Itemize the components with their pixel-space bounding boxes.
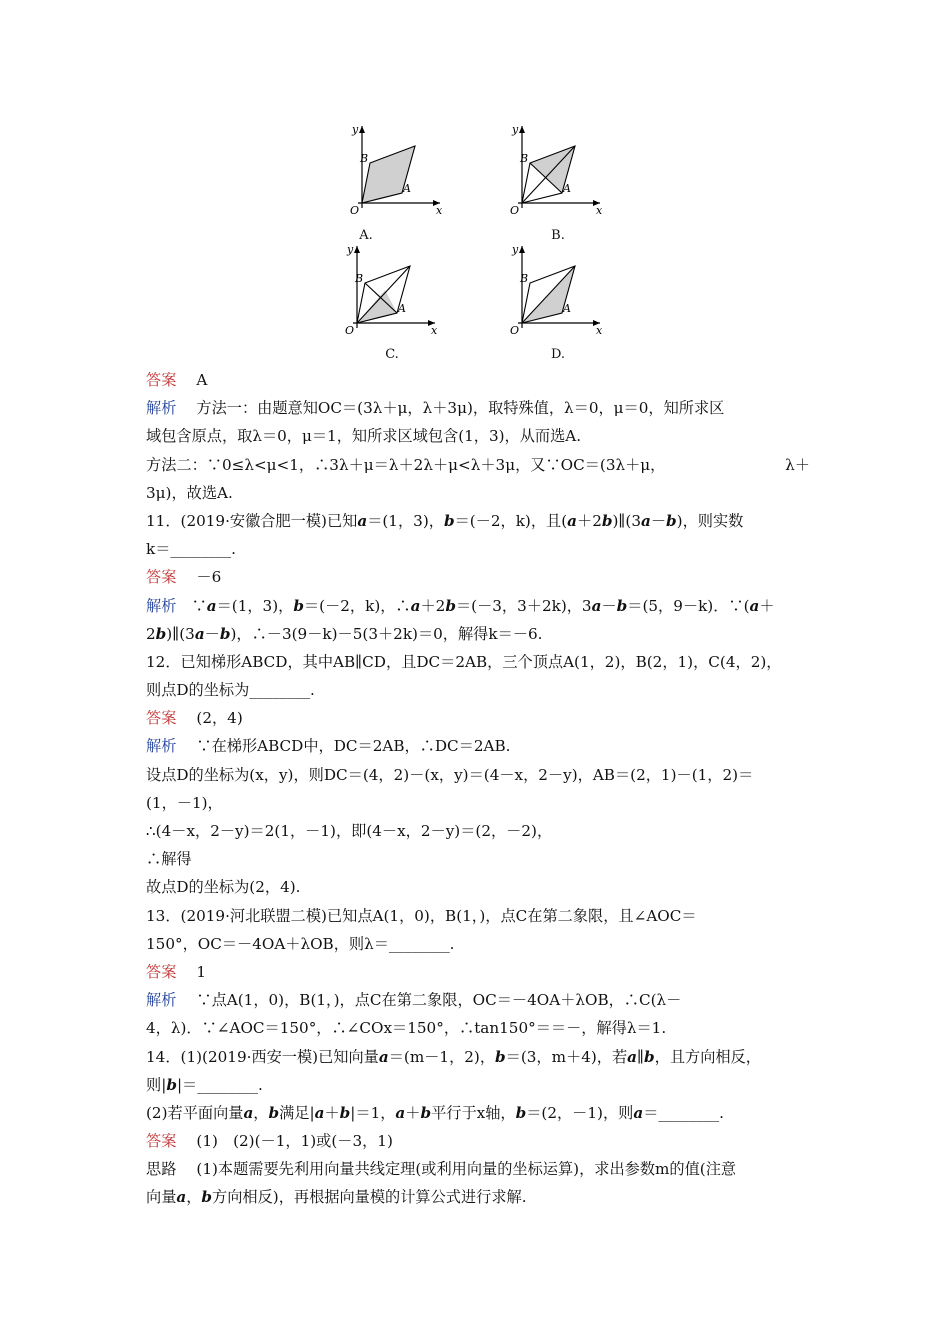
text: |＝1， — [350, 1103, 396, 1122]
vector-b: b — [515, 1103, 527, 1122]
answer-label: 答案 — [146, 962, 177, 981]
text: k＝________. — [146, 540, 236, 559]
vector-b: b — [166, 1075, 177, 1094]
q11-answer-line — [146, 563, 810, 591]
text: 设点D的坐标为(x，y)，则DC＝(4，2)－(x，y)＝(4－x，2－y)，AB＝(2，1)－(1，2)＝ — [146, 765, 754, 784]
origin-label: O — [345, 324, 355, 337]
point-b-label: B — [520, 152, 529, 165]
x-axis-label: x — [596, 324, 603, 337]
text: ＝(－2，k)，∴ — [303, 596, 411, 615]
text: ＝(－2，k)，且( — [454, 511, 568, 530]
text: ＋2 — [420, 596, 446, 615]
text: 12．已知梯形ABCD，其中AB∥CD，且DC＝2AB，三个顶点A(1，2)，B(2，1)，C(4，2)， — [146, 652, 782, 671]
text: ∥ — [637, 1047, 645, 1066]
q12-question-line-2 — [146, 676, 810, 704]
text: (1，－1)， — [146, 793, 223, 812]
text: ， — [186, 1188, 202, 1207]
text: 4，λ)．∵∠AOC＝150°，∴∠COx＝150°，∴tan150°＝＝－，解得λ＝1. — [146, 1019, 667, 1038]
solution-text — [146, 366, 810, 1212]
text: 满足| — [279, 1103, 315, 1122]
vector-a: a — [357, 511, 368, 530]
text: ＝(3，m＋4)，若 — [505, 1047, 628, 1066]
vector-b: b — [201, 1188, 213, 1207]
y-axis-label: y — [512, 243, 519, 256]
origin-label: O — [510, 204, 520, 217]
vector-a: a — [314, 1103, 325, 1122]
answer-value: (2，4) — [196, 709, 243, 728]
idea-label: 思路 — [146, 1160, 177, 1179]
vector-a: a — [591, 596, 602, 615]
vector-a: a — [395, 1103, 406, 1122]
figure-option-b — [500, 118, 610, 218]
vector-a: a — [633, 1103, 644, 1122]
q14-question-line-1 — [146, 1043, 810, 1071]
text: 则点D的坐标为________. — [146, 681, 315, 700]
vector-a: a — [206, 596, 217, 615]
text: 平行于x轴， — [431, 1103, 516, 1122]
answer-value: 1 — [196, 962, 207, 981]
point-b-label: B — [520, 272, 529, 285]
text: 方法一：由题意知OC＝(3λ＋μ，λ＋3μ)，取特殊值，λ＝0，μ＝0，知所求区 — [196, 399, 725, 418]
q12-analysis-line-5 — [146, 845, 810, 873]
q14-question-line-3 — [146, 1099, 810, 1127]
q10-analysis-line-1 — [146, 394, 810, 422]
caption-c: C. — [385, 347, 399, 362]
caption-d: D. — [550, 347, 566, 362]
q12-analysis-line-3 — [146, 789, 810, 817]
text: ∵点A(1，0)，B(1，)，点C在第二象限，OC＝－4OA＋λOB，∴C(λ－ — [196, 991, 682, 1010]
vector-b: b — [339, 1103, 351, 1122]
text: 13．(2019·河北联盟二模)已知点A(1，0)，B(1，)，点C在第二象限，且∠AOC＝ — [146, 906, 697, 925]
analysis-label: 解析 — [146, 737, 177, 756]
x-axis-label: x — [596, 204, 603, 217]
q11-analysis-line-2 — [146, 620, 810, 648]
vector-a: a — [641, 511, 651, 530]
vector-b: b — [644, 1047, 655, 1066]
vector-b: b — [495, 1047, 506, 1066]
text: ＝(1，3)， — [367, 511, 444, 530]
text: (2)若平面向量 — [146, 1103, 244, 1122]
text: ＝(－3，3＋2k)，3 — [455, 596, 592, 615]
text: 向量 — [146, 1188, 177, 1207]
analysis-label: 解析 — [146, 596, 177, 615]
text: ＋ — [324, 1103, 340, 1122]
vector-a: a — [410, 596, 421, 615]
text: ＝(5，9－k)．∵( — [627, 596, 750, 615]
q11-analysis-line-1 — [146, 592, 810, 620]
text: ＝(2，－1)，则 — [526, 1103, 634, 1122]
q12-analysis-line-1 — [146, 732, 810, 760]
vector-a: a — [243, 1103, 254, 1122]
vector-a: a — [176, 1188, 187, 1207]
vector-b: b — [616, 596, 628, 615]
text: )，∴－3(9－k)－5(3＋2k)＝0，解得k＝－6. — [230, 624, 543, 643]
analysis-label: 解析 — [146, 991, 177, 1010]
point-a-label: A — [403, 182, 411, 195]
text: 域包含原点，取λ＝0，μ＝1，知所求区域包含(1，3)，从而选A. — [146, 427, 582, 446]
text: 150°，OC＝－4OA＋λOB，则λ＝________. — [146, 934, 455, 953]
q12-analysis-line-2 — [146, 761, 810, 789]
text: ∵ — [191, 596, 207, 615]
vector-b: b — [445, 596, 456, 615]
text: ∵在梯形ABCD中，DC＝2AB，∴DC＝2AB. — [196, 737, 511, 756]
q14-idea-line-1 — [146, 1155, 810, 1183]
vector-b: b — [268, 1103, 280, 1122]
q13-analysis-line-2 — [146, 1014, 810, 1042]
figure-option-d — [500, 238, 610, 338]
q14-question-line-2 — [146, 1071, 810, 1099]
q10-answer-line — [146, 366, 810, 394]
q14-answer-line — [146, 1127, 810, 1155]
origin-label: O — [510, 324, 520, 337]
y-axis-label: y — [512, 123, 519, 136]
vector-a: a — [567, 511, 577, 530]
text: )∥(3 — [166, 624, 195, 643]
answer-value: －6 — [196, 568, 222, 587]
text: ＋ — [405, 1103, 421, 1122]
vector-b: b — [293, 596, 304, 615]
text: ＝(m－1，2)， — [388, 1047, 496, 1066]
text: ∴(4－x，2－y)＝2(1，－1)，即(4－x，2－y)＝(2，－2)， — [146, 822, 553, 840]
answer-label: 答案 — [146, 1132, 177, 1151]
text: 方向相反)，再根据向量模的计算公式进行求解. — [212, 1188, 527, 1207]
text: 方法二：∵0≤λ<μ<1，∴3λ＋μ＝λ＋2λ＋μ<λ＋3μ，又∵OC＝(3λ＋μ， — [146, 455, 666, 474]
x-axis-label: x — [431, 324, 438, 337]
q10-method2-line-1 — [146, 451, 810, 479]
text: － — [204, 624, 220, 643]
analysis-label: 解析 — [146, 399, 177, 418]
vector-b: b — [666, 511, 677, 530]
text: － — [650, 511, 667, 530]
vector-a: a — [627, 1047, 638, 1066]
text: ∴解得 — [146, 850, 192, 869]
point-b-label: B — [355, 272, 364, 285]
text: )∥(3 — [612, 511, 642, 530]
point-a-label: A — [563, 182, 571, 195]
q12-question-line-1 — [146, 648, 810, 676]
answer-value: A — [196, 371, 208, 389]
q13-answer-line — [146, 958, 810, 986]
answer-label: 答案 — [146, 709, 177, 728]
vector-b: b — [219, 624, 231, 643]
point-a-label: A — [398, 302, 406, 315]
x-axis-label: x — [436, 204, 443, 217]
q13-analysis-line-1 — [146, 986, 810, 1014]
text: )，则实数 — [676, 511, 744, 530]
text: 14．(1)(2019·西安一模)已知向量 — [146, 1047, 379, 1066]
vector-b: b — [155, 624, 167, 643]
y-axis-label: y — [352, 123, 359, 136]
text: |＝________. — [176, 1075, 263, 1094]
text: ＝(1，3)， — [216, 596, 294, 615]
q11-question-line-2 — [146, 535, 810, 563]
q10-analysis-line-2 — [146, 422, 810, 450]
point-b-label: B — [360, 152, 369, 165]
vector-b: b — [443, 511, 455, 530]
text: 则| — [146, 1075, 167, 1094]
answer-label: 答案 — [146, 568, 177, 587]
text: ＝________. — [643, 1103, 724, 1122]
figure-option-a — [340, 118, 450, 218]
text: ＋ — [759, 596, 775, 615]
vector-b: b — [420, 1103, 432, 1122]
text: 11．(2019·安徽合肥一模)已知 — [146, 511, 358, 530]
answer-label: 答案 — [146, 371, 177, 389]
caption-b: B. — [551, 228, 565, 243]
answer-value: (1) (2)(－1，1)或(－3，1) — [196, 1132, 393, 1151]
q13-question-line-1 — [146, 902, 810, 930]
y-axis-label: y — [347, 243, 354, 256]
q10-method2-line-2 — [146, 479, 810, 507]
text: (1)本题需要先利用向量共线定理(或利用向量的坐标运算)，求出参数m的值(注意 — [196, 1160, 737, 1179]
text: λ＋ — [785, 455, 810, 474]
q12-analysis-line-6 — [146, 873, 810, 901]
text: ，且方向相反， — [654, 1047, 761, 1066]
figure-option-c — [335, 238, 445, 338]
q12-analysis-line-4 — [146, 817, 810, 845]
q12-answer-line — [146, 704, 810, 732]
point-a-label: A — [563, 302, 571, 315]
text: 2 — [146, 624, 156, 643]
vector-b: b — [601, 511, 613, 530]
vector-a: a — [749, 596, 760, 615]
q11-question-line-1 — [146, 507, 810, 535]
text: ＋2 — [577, 511, 602, 530]
text: ， — [253, 1103, 269, 1122]
caption-a: A. — [359, 228, 373, 243]
vector-a: a — [378, 1047, 389, 1066]
vector-a: a — [194, 624, 205, 643]
q13-question-line-2 — [146, 930, 810, 958]
text: － — [601, 596, 617, 615]
origin-label: O — [350, 204, 360, 217]
q14-idea-line-2 — [146, 1183, 810, 1211]
text: 故点D的坐标为(2，4). — [146, 878, 301, 897]
text: 3μ)，故选A. — [146, 483, 233, 502]
